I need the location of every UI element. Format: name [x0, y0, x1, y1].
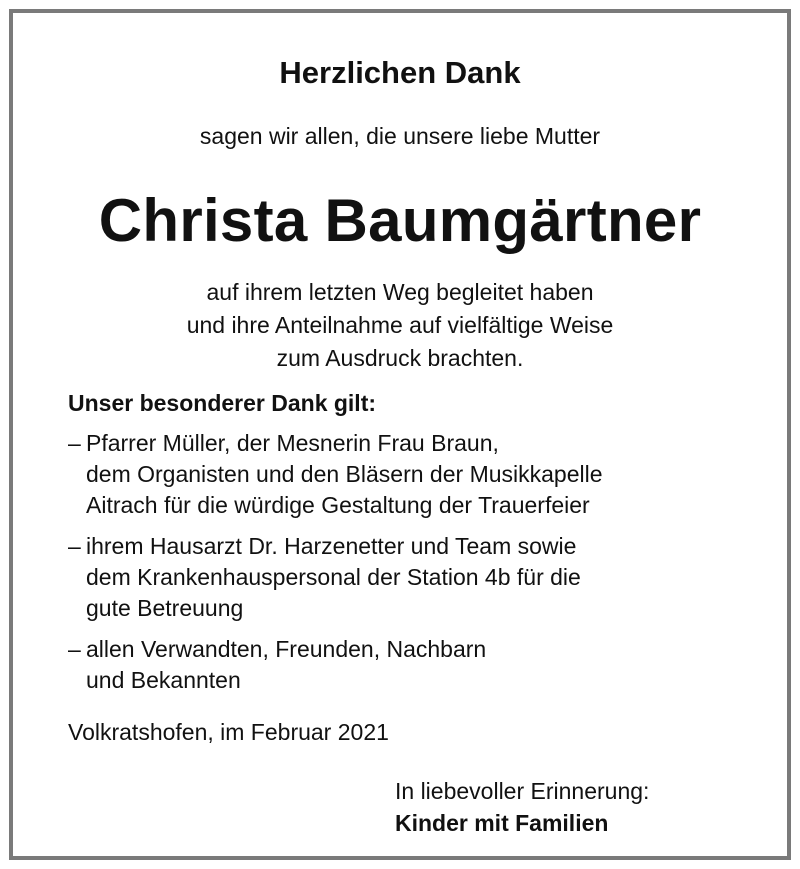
- signature-block: [395, 775, 649, 839]
- thanks-line: Aitrach für die würdige Gestaltung der Trauerfeier: [86, 492, 590, 518]
- thanks-line: Pfarrer Müller, der Mesnerin Frau Braun,: [86, 430, 499, 456]
- outro-text: [13, 276, 787, 375]
- thanks-item: [68, 428, 603, 521]
- signature-line: In liebevoller Erinnerung:: [395, 778, 650, 804]
- thanks-list: [68, 428, 603, 706]
- notice-heading: Herzlichen Dank: [279, 55, 521, 90]
- place-date: Volkratshofen, im Februar 2021: [68, 719, 389, 745]
- dash-bullet: –: [68, 533, 81, 559]
- thanks-item: [68, 634, 603, 696]
- thanks-heading: Unser besonderer Dank gilt:: [68, 390, 377, 416]
- outro-line: zum Ausdruck brachten.: [276, 345, 524, 371]
- thanks-line: ihrem Hausarzt Dr. Harzenetter und Team sowie: [86, 533, 577, 559]
- thanks-item: [68, 531, 603, 624]
- intro-text: sagen wir allen, die unsere liebe Mutter: [199, 123, 601, 149]
- notice-frame: [9, 9, 791, 860]
- outro-line: und ihre Anteilnahme auf vielfältige Weise: [186, 312, 614, 338]
- outro-line: auf ihrem letzten Weg begleitet haben: [206, 279, 594, 305]
- thanks-line: gute Betreuung: [86, 595, 244, 621]
- deceased-name: Christa Baumgärtner: [98, 187, 702, 254]
- thanks-line: und Bekannten: [86, 667, 241, 693]
- thanks-line: dem Organisten und den Bläsern der Musikkapelle: [86, 461, 603, 487]
- dash-bullet: –: [68, 430, 81, 456]
- dash-bullet: –: [68, 636, 81, 662]
- thanks-line: dem Krankenhauspersonal der Station 4b für die: [86, 564, 581, 590]
- thanks-line: allen Verwandten, Freunden, Nachbarn: [86, 636, 487, 662]
- signature-family: Kinder mit Familien: [395, 810, 609, 836]
